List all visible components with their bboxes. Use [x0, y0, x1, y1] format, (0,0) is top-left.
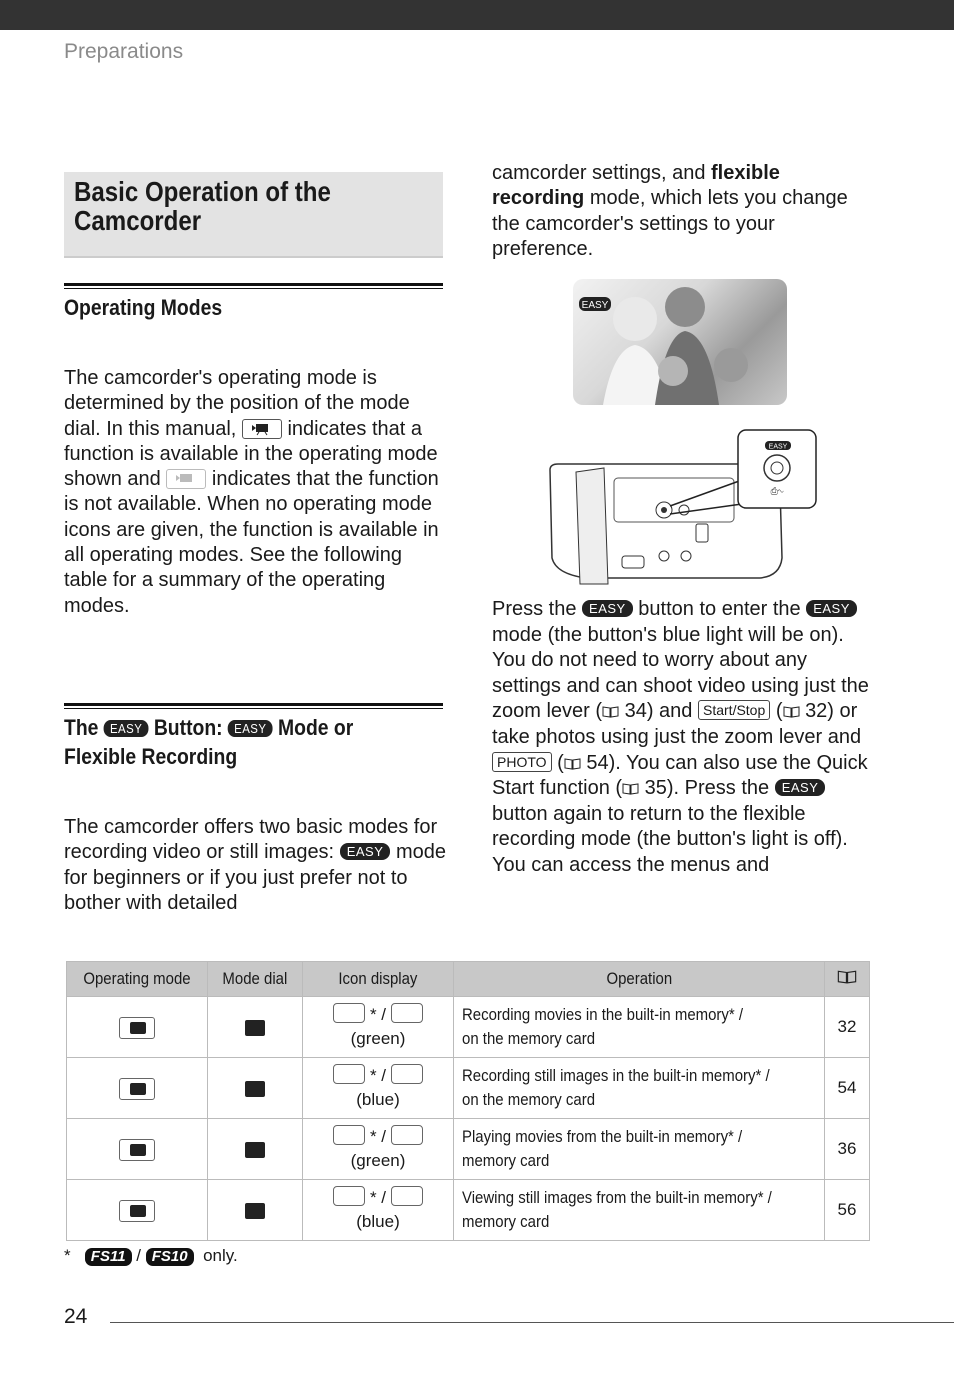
page-ref-cell: 32 — [825, 997, 870, 1058]
easy-badge: EASY — [340, 843, 391, 860]
heading-rule — [64, 283, 443, 289]
operation-cell — [454, 1180, 825, 1241]
column-header — [303, 962, 454, 997]
svg-text:EASY: EASY — [581, 300, 609, 311]
card-photo-icon — [391, 1064, 423, 1084]
text: Button: — [153, 715, 223, 740]
bold-text: flexible recording — [492, 162, 780, 210]
page-title: Basic Operation of the Camcorder — [74, 176, 331, 236]
table-row — [67, 1119, 870, 1180]
page-number: 24 — [64, 1305, 88, 1328]
icon-display-cell — [303, 1180, 454, 1241]
card-photo-playback-icon — [391, 1186, 423, 1206]
text: The camcorder offers two basic modes for recording video or still images: — [64, 816, 438, 864]
heading-rule — [64, 703, 443, 709]
text: Operating mode — [83, 969, 191, 988]
text: button to enter the — [638, 598, 801, 620]
text: Viewing still images from the built-in memory* / — [462, 1188, 772, 1207]
easy-intro-paragraph — [64, 815, 446, 916]
photo-key: PHOTO — [492, 752, 552, 772]
text: Operation — [606, 969, 672, 988]
start-stop-key: Start/Stop — [698, 700, 770, 720]
text: (green) — [350, 1029, 406, 1048]
easy-badge: EASY — [104, 720, 149, 737]
svg-text:EASY: EASY — [768, 443, 788, 451]
text: indicates that a function is available in the operating mode shown and — [64, 417, 438, 491]
text: / — [136, 1246, 142, 1265]
text: Flexible Recording — [64, 744, 238, 769]
text: * / — [369, 1005, 387, 1024]
text: * / — [369, 1188, 387, 1207]
dial-cell — [208, 1058, 303, 1119]
flexible-recording-paragraph — [492, 161, 872, 262]
title-box — [64, 172, 443, 258]
book-icon — [622, 782, 639, 795]
movie-record-mode-icon — [119, 1017, 155, 1039]
card-movie-icon — [391, 1003, 423, 1023]
mode-cell — [67, 1180, 208, 1241]
easy-badge: EASY — [228, 720, 273, 737]
text: The — [64, 715, 99, 740]
text: Icon display — [338, 969, 418, 988]
mode-cell — [67, 1058, 208, 1119]
easy-badge: EASY — [775, 779, 826, 796]
text: memory card — [462, 1212, 550, 1231]
built-in-memory-photo-playback-icon — [333, 1186, 365, 1206]
movie-mode-icon — [242, 419, 282, 439]
table-row — [67, 1180, 870, 1241]
text: button again to return to the flexible recording mode (the button's light is off). You can access the menus and — [492, 802, 848, 876]
operating-modes-table — [66, 961, 870, 1241]
text: 32) or take photos using just the zoom lever and — [492, 700, 862, 748]
easy-section-heading — [64, 713, 442, 771]
book-icon — [564, 757, 581, 770]
model-badge: FS10 — [146, 1248, 194, 1266]
column-header — [208, 962, 303, 997]
model-badge: FS11 — [85, 1248, 132, 1266]
operating-modes-heading: Operating Modes — [64, 295, 223, 320]
operation-cell — [454, 1119, 825, 1180]
mode-cell — [67, 1119, 208, 1180]
text: Playing movies from the built-in memory* / — [462, 1127, 743, 1146]
top-bar — [0, 0, 954, 30]
dial-cell — [208, 1180, 303, 1241]
page-ref-cell: 54 — [825, 1058, 870, 1119]
page-ref-cell: 36 — [825, 1119, 870, 1180]
easy-button-paragraph — [492, 597, 878, 879]
text: Recording still images in the built-in memory* / — [462, 1066, 770, 1085]
movie-playback-dial-icon — [245, 1142, 265, 1158]
text: Press the — [492, 598, 577, 620]
card-movie-playback-icon — [391, 1125, 423, 1145]
text: * — [64, 1246, 71, 1265]
text: mode, which lets you change the camcorder's settings to your preference. — [492, 187, 848, 260]
dial-cell — [208, 1119, 303, 1180]
text: (green) — [350, 1151, 406, 1170]
text: (blue) — [356, 1090, 400, 1109]
table-row — [67, 997, 870, 1058]
column-header — [67, 962, 208, 997]
icon-display-cell — [303, 997, 454, 1058]
text: ( — [557, 751, 564, 774]
section-label: Preparations — [64, 40, 184, 63]
built-in-memory-photo-icon — [333, 1064, 365, 1084]
easy-badge: EASY — [806, 600, 857, 617]
table-header-row — [67, 962, 870, 997]
text: on the memory card — [462, 1090, 596, 1109]
text: ( — [775, 700, 783, 723]
text: 35). Press the — [644, 777, 770, 800]
photo-record-dial-icon — [245, 1081, 265, 1097]
page-ref-cell: 56 — [825, 1180, 870, 1241]
icon-display-cell — [303, 1058, 454, 1119]
text: The camcorder's operating mode is determined by the position of the mode dial. In this manual, — [64, 367, 410, 440]
camcorder-diagram — [546, 428, 818, 588]
text: camcorder settings, and — [492, 162, 706, 184]
text: 54). You can also use the Quick Start function ( — [492, 751, 868, 800]
footer-rule — [110, 1322, 954, 1323]
text: only. — [203, 1246, 238, 1265]
book-icon — [837, 969, 857, 984]
built-in-memory-movie-icon — [333, 1003, 365, 1023]
operation-cell — [454, 1058, 825, 1119]
text: Recording movies in the built-in memory* / — [462, 1005, 744, 1024]
text: * / — [369, 1066, 387, 1085]
text: indicates that the function is not available. When no operating mode icons are given, the function is available in all operating modes. See the following table for a summary of the operating modes. — [64, 468, 439, 617]
text: on the memory card — [462, 1029, 596, 1048]
movie-playback-mode-icon — [119, 1139, 155, 1161]
operating-modes-paragraph — [64, 366, 446, 619]
movie-record-dial-icon — [245, 1020, 265, 1036]
dial-cell — [208, 997, 303, 1058]
text: * / — [369, 1127, 387, 1146]
text: mode (the button's blue light will be on). You do not need to worry about any settings and can shoot video using just the zoom lever ( — [492, 623, 869, 723]
mode-cell — [67, 997, 208, 1058]
photo-playback-dial-icon — [245, 1203, 265, 1219]
svg-text:⎙∿: ⎙∿ — [770, 486, 784, 496]
photo-record-mode-icon — [119, 1078, 155, 1100]
footnote — [64, 1246, 238, 1266]
text: memory card — [462, 1151, 550, 1170]
text: mode for beginners or if you just prefer not to bother with detailed — [64, 841, 446, 914]
easy-badge: EASY — [582, 600, 633, 617]
text: (blue) — [356, 1212, 400, 1231]
table-row — [67, 1058, 870, 1119]
movie-mode-unavailable-icon — [166, 469, 206, 489]
text: Mode dial — [222, 969, 288, 988]
icon-display-cell — [303, 1119, 454, 1180]
text: 34) and — [624, 700, 693, 723]
book-icon — [602, 705, 619, 718]
book-icon — [783, 705, 800, 718]
photo-playback-mode-icon — [119, 1200, 155, 1222]
built-in-memory-movie-playback-icon — [333, 1125, 365, 1145]
family-photo — [573, 279, 787, 405]
column-header — [454, 962, 825, 997]
text: Mode or — [278, 715, 354, 740]
column-header — [825, 962, 870, 997]
operation-cell — [454, 997, 825, 1058]
